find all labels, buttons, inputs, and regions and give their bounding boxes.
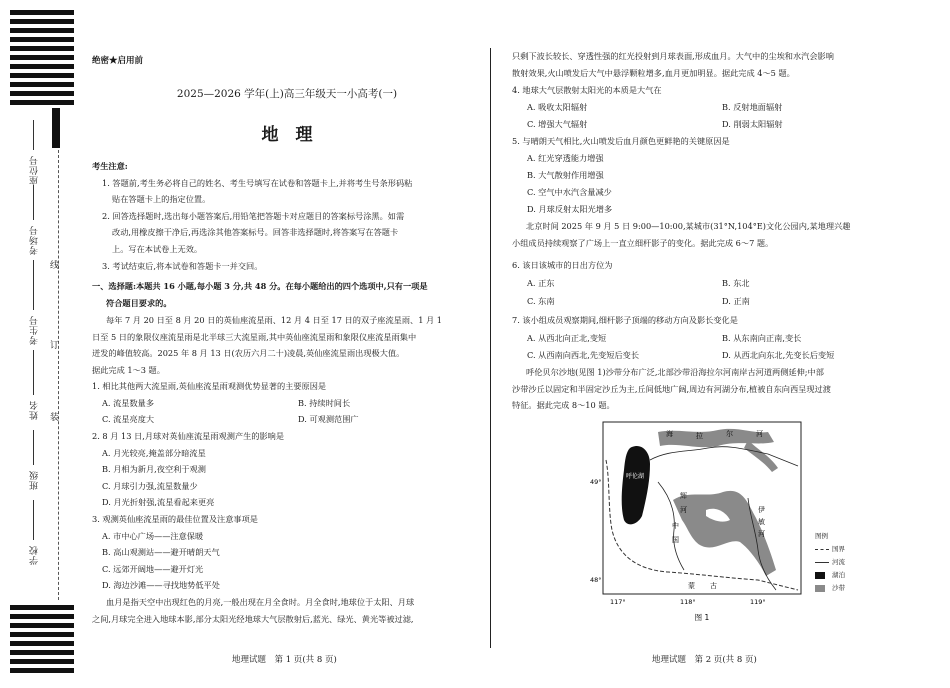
- q4-option-c[interactable]: C. 增强大气辐射: [527, 119, 588, 129]
- binding-strip: [0, 0, 78, 688]
- legend-item-border: 国界: [815, 543, 845, 556]
- map-label: 尔: [726, 430, 733, 438]
- q7-option-a[interactable]: A. 从西北向正北,变短: [527, 333, 607, 343]
- passage-4-line: 呼伦贝尔沙地(见图 1)沙带分布广泛,北部沙带沿海拉尔河南岸古河道两侧延伸;中部: [526, 367, 824, 377]
- passage-3-line: 小组成员持续观察了广场上一直立细杆影子的变化。据此完成 6～7 题。: [512, 237, 774, 248]
- cut-line: [58, 150, 59, 600]
- passage-2-line: 只剩下波长较长、穿透性强的红光投射到月球表面,形成血月。大气中的尘埃和水汽会影响: [512, 51, 834, 61]
- passage-2-line: 之间,月球完全进入地球本影,部分太阳光经地球大气层散射后,蓝光、绿光、黄光等被过滤,: [92, 613, 414, 624]
- notice-item-1: 1. 答题前,考生务必将自己的姓名、考生号填写在试卷和答题卡上,并将考生号条形码粘: [102, 177, 413, 188]
- q4-stem: 4. 地球大气层散射太阳光的本质是大气在: [512, 85, 662, 95]
- map-legend: [815, 530, 845, 595]
- notice-block: [92, 158, 484, 274]
- legend-item-sand: 沙带: [815, 582, 845, 595]
- binding-label-name: 姓名: [30, 400, 40, 420]
- notice-item-2c: 上。写在本试卷上无效。: [112, 243, 203, 254]
- q2-option-c[interactable]: C. 月球引力强,流星数量少: [102, 481, 198, 491]
- passage-3-line: 北京时间 2025 年 9 月 5 日 9:00—10:00,某城市(31°N,104°E)文化公园内,某地理兴趣: [526, 221, 851, 231]
- map-label: 蒙: [688, 582, 695, 590]
- lon-label-119: 119°: [750, 598, 766, 606]
- lake-label: 呼伦湖: [626, 473, 645, 480]
- binding-label-seat: 座位号: [30, 155, 40, 185]
- q7-option-c[interactable]: C. 从西南向西北,先变短后变长: [527, 350, 640, 360]
- passage-1-line: 每年 7 月 20 日至 8 月 20 日的英仙座流星雨、12 月 4 日至 17 日的双子座流星雨、1 月 1: [106, 315, 443, 325]
- map-label: 伊: [758, 506, 765, 514]
- lat-label-49: 49°: [590, 478, 602, 486]
- q1-option-d[interactable]: D. 可观测范围广: [298, 414, 359, 424]
- binding-label-school: 学校: [30, 545, 40, 565]
- q3-option-a[interactable]: A. 市中心广场——注意保暖: [102, 531, 204, 541]
- q4-option-a[interactable]: A. 吸收太阳辐射: [527, 102, 588, 112]
- q1-option-a[interactable]: A. 流星数量多: [102, 398, 155, 408]
- binding-label-room: 考场号: [30, 225, 40, 255]
- q2-option-d[interactable]: D. 月光折射强,流星看起来更亮: [102, 497, 215, 507]
- secret-label: 绝密★启用前: [92, 56, 144, 66]
- cut-mark-bind: 装: [50, 413, 60, 423]
- binding-block: [52, 108, 60, 148]
- q3-stem: 3. 观测英仙座流星雨的最佳位置及注意事项是: [92, 514, 258, 524]
- exam-title: 2025—2026 学年(上)高三年级天一小高考(一): [176, 88, 398, 100]
- passage-1-line: 日至 5 日的象限仪座流星雨是北半球三大流星雨,其中英仙座流星雨和象限仪座流星雨集中: [92, 331, 417, 342]
- q2-option-a[interactable]: A. 月光较亮,掩盖部分暗流星: [102, 448, 206, 458]
- q5-stem: 5. 与晴朗天气相比,火山喷发后血月颜色更鲜艳的关键原因是: [512, 136, 730, 146]
- passage-3: [512, 218, 910, 251]
- q4-option-b[interactable]: B. 反射地面辐射: [722, 102, 783, 112]
- cut-mark-staple: 订: [50, 341, 60, 351]
- map-label: 国: [672, 536, 679, 544]
- footer-left: 地理试题 第 1 页(共 8 页): [232, 655, 337, 665]
- q3-option-d[interactable]: D. 海边沙滩——寻找地势低平处: [102, 580, 220, 590]
- q5-option-d[interactable]: D. 月球反射太阳光增多: [527, 204, 613, 214]
- cut-mark-line: 线: [50, 261, 60, 271]
- figure-caption: 图 1: [694, 613, 710, 622]
- passage-4-line: 沙带沙丘以固定和半固定沙丘为主,丘间低地广阔,周边有河湖分布,植被自东向西呈现过渡: [512, 383, 831, 394]
- q7-option-b[interactable]: B. 从东南向正南,变长: [722, 333, 802, 343]
- binding-label-class: 班级: [30, 470, 40, 490]
- q4-option-d[interactable]: D. 削弱太阳辐射: [722, 119, 783, 129]
- binding-label-examno: 考生号: [30, 315, 40, 345]
- page-divider: [490, 48, 491, 648]
- map-label: 河: [756, 430, 763, 438]
- q3-option-c[interactable]: C. 远郊开阔地——避开灯光: [102, 564, 204, 574]
- legend-item-lake: 湖泊: [815, 569, 845, 582]
- q6-option-d[interactable]: D. 正南: [722, 296, 750, 306]
- passage-2-line: 血月是指天空中出现红色的月亮,一般出现在月全食时。月全食时,地球位于太阳、月球: [106, 597, 415, 607]
- stripes-bottom: [10, 605, 74, 677]
- q6-stem: 6. 该日该城市的日出方位为: [512, 260, 613, 270]
- section1-heading-line2: 符合题目要求的。: [106, 297, 172, 308]
- notice-item-1b: 贴在答题卡上的指定位置。: [112, 194, 211, 205]
- map-label: 河: [758, 530, 765, 538]
- notice-item-2: 2. 回答选择题时,选出每小题答案后,用铅笔把答题卡对应题目的答案标号涂黑。如需: [102, 210, 405, 221]
- map-label: 拉: [696, 432, 703, 440]
- notice-item-3: 3. 考试结束后,将本试卷和答题卡一并交回。: [102, 260, 263, 271]
- q5-option-b[interactable]: B. 大气散射作用增强: [527, 170, 604, 180]
- q7-option-d[interactable]: D. 从西北向东北,先变长后变短: [722, 350, 835, 360]
- passage-1-line: 迸发的峰值较高。2025 年 8 月 13 日(农历六月二十)凌晨,英仙座流星雨出现极大值。: [92, 348, 405, 359]
- q1-option-c[interactable]: C. 流星亮度大: [102, 414, 155, 424]
- map-label: 敏: [758, 518, 765, 526]
- map-label: 中: [672, 522, 679, 530]
- q2-option-b[interactable]: B. 月相为新月,夜空利于观测: [102, 464, 206, 474]
- q3-option-b[interactable]: B. 高山观测站——避开晴朗天气: [102, 547, 220, 557]
- q2-stem: 2. 8 月 13 日,月球对英仙座流星雨观测产生的影响是: [92, 431, 285, 441]
- stripes-top: [10, 10, 74, 109]
- legend-title: 图例: [815, 532, 828, 540]
- map-label: 辉: [680, 492, 687, 500]
- q7-stem: 7. 该小组成员观察期间,细杆影子顶端的移动方向及影长变化是: [512, 315, 738, 325]
- passage-4-line: 特征。据此完成 8～10 题。: [512, 400, 615, 411]
- passage-4: [512, 364, 910, 414]
- subject-title: 地 理: [261, 125, 313, 145]
- lon-label-118: 118°: [680, 598, 696, 606]
- q6-option-c[interactable]: C. 东南: [527, 296, 555, 306]
- notice-title: 考生注意:: [92, 161, 128, 171]
- map-label: 海: [666, 430, 673, 438]
- passage-1: [92, 312, 484, 378]
- q5-option-c[interactable]: C. 空气中水汽含量减少: [527, 187, 612, 197]
- passage-1-line: 据此完成 1～3 题。: [92, 364, 165, 375]
- section1-heading: [92, 278, 484, 311]
- q6-option-a[interactable]: A. 正东: [527, 278, 555, 288]
- passage-2-right: [512, 48, 910, 81]
- map-label: 古: [710, 582, 717, 590]
- q6-option-b[interactable]: B. 东北: [722, 278, 750, 288]
- passage-2-left: [92, 594, 484, 627]
- q1-stem: 1. 相比其他两大流星雨,英仙座流星雨观测优势显著的主要原因是: [92, 381, 327, 391]
- section1-heading-line1: 一、选择题:本题共 16 小题,每小题 3 分,共 48 分。在每小题给出的四个选项中,只有一项是: [92, 281, 428, 291]
- passage-2-line: 散射效果,火山喷发后大气中悬浮颗粒增多,血月更加明显。据此完成 4～5 题。: [512, 67, 795, 78]
- legend-item-river: 河流: [815, 556, 845, 569]
- lon-label-117: 117°: [610, 598, 626, 606]
- footer-right: 地理试题 第 2 页(共 8 页): [652, 655, 757, 665]
- map-label: 河: [680, 506, 687, 514]
- figure-1-map: [590, 420, 808, 625]
- q1-option-b[interactable]: B. 持续时间长: [298, 398, 351, 408]
- q5-option-a[interactable]: A. 红光穿透能力增强: [527, 153, 604, 163]
- lat-label-48: 48°: [590, 576, 602, 584]
- notice-item-2b: 改动,用橡皮擦干净后,再选涂其他答案标号。回答非选择题时,将答案写在答题卡: [112, 227, 399, 238]
